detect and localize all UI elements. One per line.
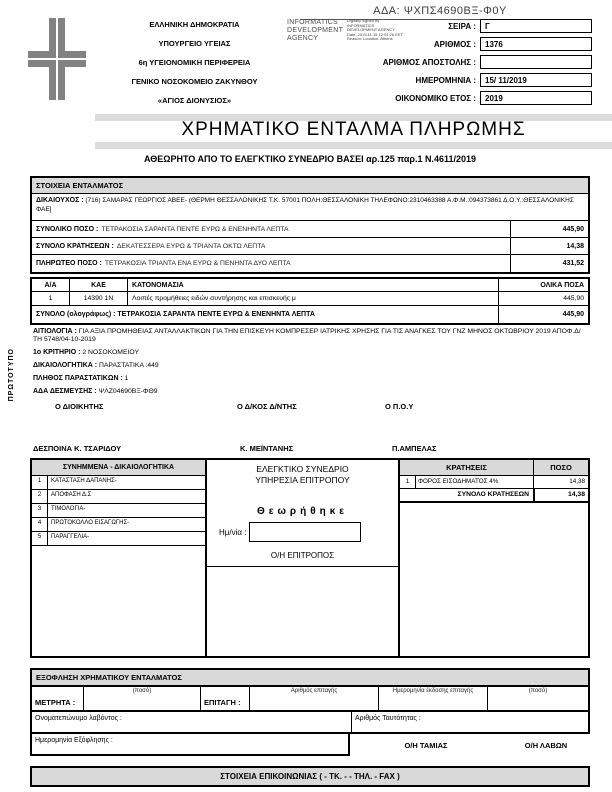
field-arithmos-apostolis-value: [480, 55, 592, 69]
organization-header: [92, 20, 297, 115]
aitiologia-line: [33, 328, 588, 344]
total-amount-value: 445,90: [510, 221, 588, 237]
kae-header-amount: ΟΛΙΚΑ ΠΟΣΑ: [498, 279, 588, 291]
deductions-total-label: ΣΥΝΟΛΟ ΚΡΑΤΗΣΕΩΝ: [457, 491, 529, 498]
attachment-row: [32, 490, 205, 504]
field-oikonomiko-etos-value: 2019: [480, 91, 592, 105]
plithos-label: ΠΛΗΘΟΣ ΠΑΡΑΣΤΑΤΙΚΩΝ :: [33, 375, 123, 382]
cheque-number-cell: Αριθμός επιταγής: [250, 687, 379, 710]
ada-desmeusis-label: ΑΔΑ ΔΕΣΜΕΥΣΗΣ :: [33, 388, 97, 395]
recipient-id-cell: Αριθμός Ταυτότητας :: [355, 715, 421, 722]
attachment-text: ΠΑΡΑΓΓΕΛΙΑ-: [51, 534, 90, 540]
kae-header-name: ΚΑΤΟΝΟΜΑΣΙΑ: [132, 281, 184, 289]
hospital-cross-icon: [28, 18, 86, 100]
payoff-date-cell: Ημερομηνία Εξόφλησης :: [30, 734, 350, 756]
org-line-hospital-name: «ΑΓΙΟΣ ΔΙΟΝΥΣΙΟΣ»: [157, 96, 232, 105]
kae-table-row: [32, 292, 588, 306]
payable-amount-words: ΤΕΤΡΑΚΟΣΙΑ ΤΡΙΑΝΤΑ ΕΝΑ ΕΥΡΩ & ΠΕΝΗΝΤΑ ΔΥΟ ΛΕΠΤΑ: [104, 260, 291, 267]
attachment-row: [32, 504, 205, 518]
deductions-table-header: [400, 460, 588, 476]
digital-signature-stamp: INFORMATICS DEVELOPMENT AGENCY: [287, 19, 344, 42]
total-amount-words: ΤΕΤΡΑΚΟΣΙΑ ΣΑΡΑΝΤΑ ΠΕΝΤΕ ΕΥΡΩ & ΕΝΕΝΗΝΤΑ ΛΕΠΤΑ: [101, 225, 289, 233]
attachment-text: ΤΙΜΟΛΟΓΙΑ-: [51, 506, 86, 512]
kae-row-aa: 1: [32, 292, 70, 305]
attachment-row: [32, 476, 205, 490]
deductions-amount-text: [32, 238, 510, 254]
page-subtitle: ΑΘΕΩΡΗΤΟ ΑΠΟ ΤΟ ΕΛΕΓΚΤΙΚΟ ΣΥΝΕΔΡΙΟ ΒΑΣΕΙ αρ.125 παρ.1 Ν.4611/2019: [143, 154, 476, 164]
kae-header-aa: Α/Α: [32, 279, 70, 291]
dikaiologitika-line: [33, 362, 588, 370]
kae-row-kae: 14390 1Ν: [70, 292, 128, 305]
cash-amount-cell: (ποσό): [84, 687, 201, 710]
field-seira: [448, 19, 592, 33]
digital-signature-details: Digitally signed by INFORMATICS DEVELOPMENT AGENCY Date: 2019.11.15 12:01:26 EET Reason: Location: Athens: [347, 18, 403, 42]
sig-name-tsaridou: ΔΕΣΠΟΙΝΑ Κ. ΤΣΑΡΙΔΟΥ: [33, 444, 122, 453]
kritirio-line: [33, 349, 588, 357]
beneficiary-text: (716) ΣΑΜΑΡΑΣ ΓΕΩΡΓΙΟΣ ΑΒΕΕ- (ΘΕΡΜΗ ΘΕΣΣΑΛΟΝΙΚΗΣ Τ.Κ. 57001 ΠΟΛΗ:ΘΕΣΣΑΛΟΝΙΚΗ ΤΗΛΕΦΩΝΟ:2310463388 Α.Φ.Μ.:094373861 Δ.Ο.Υ.:ΘΕΣΣΑΛΟΝΙΚΗΣ ΦΑΕ]: [36, 197, 574, 213]
dikaiologitika-label: ΔΙΚΑΙΟΛΟΓΗΤΙΚΑ :: [33, 362, 98, 369]
beneficiary-row: [32, 194, 588, 221]
field-oikonomiko-etos: [395, 91, 592, 105]
sig-title-poy: Ο Π.Ο.Υ: [385, 402, 414, 411]
org-line-republic: ΕΛΛΗΝΙΚΗ ΔΗΜΟΚΡΑΤΙΑ: [149, 20, 240, 29]
deductions-total-row: [400, 489, 588, 503]
payable-amount-text: [32, 255, 510, 272]
attachment-row: [32, 532, 205, 546]
audit-court-line1: ΕΛΕΓΚΤΙΚΟ ΣΥΝΕΔΡΙΟ: [256, 464, 349, 474]
field-seira-value: Γ: [480, 19, 592, 33]
sig-name-meintanis: Κ. ΜΕΪΝΤΑΝΗΣ: [240, 444, 294, 453]
kae-total-amount: 445,90: [498, 306, 588, 323]
kae-table-total-row: [32, 306, 588, 323]
field-arithmos-apostolis: [383, 55, 592, 69]
audit-court-box: [207, 458, 400, 658]
prototype-watermark: ΠΡΩΤΟΤΥΠΟ: [8, 348, 15, 402]
commissioner-label: Ο/Η ΕΠΙΤΡΟΠΟΣ: [207, 551, 398, 567]
cross-horizontal-line: [28, 58, 86, 60]
payment-section-header: ΕΞΟΦΛΗΣΗ ΧΡΗΜΑΤΙΚΟΥ ΕΝΤΑΛΜΑΤΟΣ: [30, 668, 590, 687]
deductions-header-amount: ΠΟΣΟ: [533, 460, 588, 475]
kae-table-header: [32, 279, 588, 292]
field-arithmos-apostolis-label: ΑΡΙΘΜΟΣ ΑΠΟΣΤΟΛΗΣ :: [382, 57, 476, 67]
voucher-info-table: [30, 176, 590, 274]
deductions-table: [400, 458, 590, 658]
kae-row-name: Λοιπές προμήθειες ειδών συντήρησης και επισκευής μ: [132, 295, 296, 302]
kae-table: [30, 277, 590, 325]
attachment-num: 2: [32, 490, 48, 503]
aitiologia-label: ΑΙΤΙΟΛΟΓΙΑ :: [33, 328, 77, 335]
dikaiologitika-value: ΠΑΡΑΣΤΑΤΙΚΑ :449: [98, 362, 159, 369]
ada-line: [300, 5, 580, 20]
ada-label: ΑΔΑ:: [373, 5, 401, 17]
payment-section: [30, 668, 590, 787]
kae-total-label: ΣΥΝΟΛΟ (ολογράφως) : ΤΕΤΡΑΚΟΣΙΑ ΣΑΡΑΝΤΑ ΠΕΝΤΕ ΕΥΡΩ & ΕΝΕΝΗΝΤΑ ΛΕΠΤΑ: [36, 311, 315, 318]
field-imerominia-value: 15/ 11/2019: [480, 73, 592, 87]
attachment-text: ΠΡΩΤΟΚΟΛΛΟ ΕΙΣΑΓΩΓΗΣ-: [51, 520, 130, 526]
page-title: ΧΡΗΜΑΤΙΚΟ ΕΝΤΑΛΜΑ ΠΛΗΡΩΜΗΣ: [181, 119, 526, 140]
total-amount-row: [32, 221, 588, 238]
beneficiary-label: ΔΙΚΑΙΟΥΧΟΣ :: [36, 197, 84, 204]
attachment-num: 4: [32, 518, 48, 531]
attachments-header: ΣΥΝΗΜΜΕΝΑ - ΔΙΚΑΙΟΛΟΓΗΤΙΚΑ: [32, 460, 205, 476]
cheque-date-cell: Ημερομηνία έκδοσης επιταγής: [379, 687, 488, 710]
receiver-label: Ο/Η ΛΑΒΩΝ: [524, 741, 568, 750]
sig-title-dkos-dntis: Ο Δ/ΚΟΣ Δ/ΝΤΗΣ: [237, 402, 297, 411]
sig-name-ampelas: Π.ΑΜΠΕΛΑΣ: [392, 444, 437, 453]
org-line-region: 6η ΥΓΕΙΟΝΟΜΙΚΗ ΠΕΡΙΦΕΡΕΙΑ: [138, 58, 251, 67]
kritirio-value: 2 ΝΟΣΟΚΟΜΕΙΟΥ: [82, 349, 139, 356]
payable-amount-label: ΠΛΗΡΩΤΕΟ ΠΟΣΟ :: [36, 260, 102, 267]
attachment-text: ΑΠΟΦΑΣΗ Δ.Σ: [51, 492, 92, 498]
deductions-amount-row: [32, 238, 588, 255]
total-amount-text: [32, 221, 510, 237]
warrant-details: [33, 328, 588, 401]
deductions-header-name: ΚΡΑΤΗΣΕΙΣ: [446, 463, 487, 472]
kae-header-kae: ΚΑΕ: [70, 279, 128, 291]
org-line-hospital: ΓΕΝΙΚΟ ΝΟΣΟΚΟΜΕΙΟ ΖΑΚΥΝΘΟΥ: [131, 77, 258, 86]
plithos-value: 1: [124, 375, 129, 382]
ada-desmeusis-value: ΨΛΖ04690ΒΞ-ΦΘ9: [98, 388, 158, 395]
middle-three-column-block: [30, 458, 590, 658]
cashier-label: Ο/Η ΤΑΜΙΑΣ: [404, 741, 448, 750]
deduction-name: ΦΟΡΟΣ ΕΙΣΟΔΗΜΑΤΟΣ 4%: [418, 478, 499, 485]
title-band-bottom: [95, 142, 612, 149]
attachment-num: 5: [32, 532, 48, 545]
cheque-label: ΕΠΙΤΑΓΗ :: [201, 687, 250, 710]
payoff-row: [30, 734, 590, 756]
payable-amount-value: 431,52: [510, 255, 588, 272]
field-arithmos: [434, 37, 592, 51]
approved-stamp-text: Θεωρήθηκε: [256, 506, 349, 517]
kae-row-amount: 445,90: [498, 292, 588, 305]
deductions-total-amount: 14,38: [533, 489, 588, 501]
attachment-num: 3: [32, 504, 48, 517]
audit-court-title: [207, 464, 398, 486]
deduction-row: [400, 476, 588, 489]
total-amount-label: ΣΥΝΟΛΙΚΟ ΠΟΣΟ :: [36, 225, 99, 233]
audit-court-line2: ΥΠΗΡΕΣΙΑ ΕΠΙΤΡΟΠΟΥ: [255, 475, 350, 485]
field-arithmos-value: 1376: [480, 37, 592, 51]
deduction-num: 1: [400, 476, 416, 488]
field-seira-label: ΣΕΙΡΑ :: [448, 21, 476, 31]
attachment-row: [32, 518, 205, 532]
field-imerominia-label: ΗΜΕΡΟΜΗΝΙΑ :: [415, 75, 476, 85]
plithos-line: [33, 375, 588, 383]
kritirio-label: 1ο ΚΡΙΤΗΡΙΟ :: [33, 349, 81, 356]
contact-info-bar: ΣΤΟΙΧΕΙΑ ΕΠΙΚΟΙΝΩΝΙΑΣ ( - ΤΚ. - - ΤΗΛ. - FAX ): [30, 766, 590, 787]
sig-title-dioikitis: Ο ΔΙΟΙΚΗΤΗΣ: [55, 402, 104, 411]
field-arithmos-label: ΑΡΙΘΜΟΣ :: [433, 39, 476, 49]
attachment-text: ΚΑΤΑΣΤΑΣΗ ΔΑΠΑΝΗΣ-: [51, 478, 117, 484]
attachments-table: [30, 458, 207, 658]
org-line-ministry: ΥΠΟΥΡΓΕΙΟ ΥΓΕΙΑΣ: [158, 39, 231, 48]
cheque-amount-cell: (ποσό): [528, 688, 548, 694]
deductions-amount-label: ΣΥΝΟΛΟ ΚΡΑΤΗΣΕΩΝ :: [36, 242, 114, 250]
recipient-row: [30, 712, 590, 734]
recipient-name-cell: Ονοματεπώνυμο λαβόντος :: [32, 712, 352, 732]
cash-label: ΜΕΤΡΗΤΑ :: [32, 687, 84, 710]
ada-desmeusis-line: [33, 388, 588, 396]
aitiologia-text: ΓΙΑ ΑΞΙΑ ΠΡΟΜΗΘΕΙΑΣ ΑΝΤΑΛΛΑΚΤΙΚΩΝ ΓΙΑ ΤΗΝ ΕΠΙΣΚΕΥΗ ΚΟΜΠΡΕΣΕΡ ΙΑΤΡΙΚΗΣ ΧΡΗΣΗΣ ΓΙΑ ΤΙΣ ΑΝΑΓΚΕΣ ΤΟΥ ΓΝΖ ΜΗΝΟΣ ΟΚΤΩΒΡΙΟΥ 2019 ΑΠΟΦ.Δ/ΤΗ 5748/04-10-2019: [33, 328, 581, 343]
attachment-num: 1: [32, 476, 48, 489]
payment-method-row: [30, 687, 590, 712]
approval-date-row: [207, 522, 398, 542]
field-oikonomiko-etos-label: ΟΙΚΟΝΟΜΙΚΟ ΕΤΟΣ :: [395, 93, 476, 103]
voucher-section-header: ΣΤΟΙΧΕΙΑ ΕΝΤΑΛΜΑΤΟΣ: [32, 178, 588, 194]
deductions-amount-value: 14,38: [510, 238, 588, 254]
payable-amount-row: [32, 255, 588, 272]
deduction-amount: 14,38: [533, 476, 588, 488]
field-imerominia: [416, 73, 592, 87]
approval-date-label: Ημ/νία :: [219, 527, 247, 537]
approval-date-box: [249, 522, 361, 542]
deductions-amount-words: ΔΕΚΑΤΕΣΣΕΡΑ ΕΥΡΩ & ΤΡΙΑΝΤΑ ΟΚΤΩ ΛΕΠΤΑ: [116, 242, 266, 250]
ada-value: ΨΧΠΣ4690ΒΞ-Φ0Υ: [403, 5, 507, 17]
